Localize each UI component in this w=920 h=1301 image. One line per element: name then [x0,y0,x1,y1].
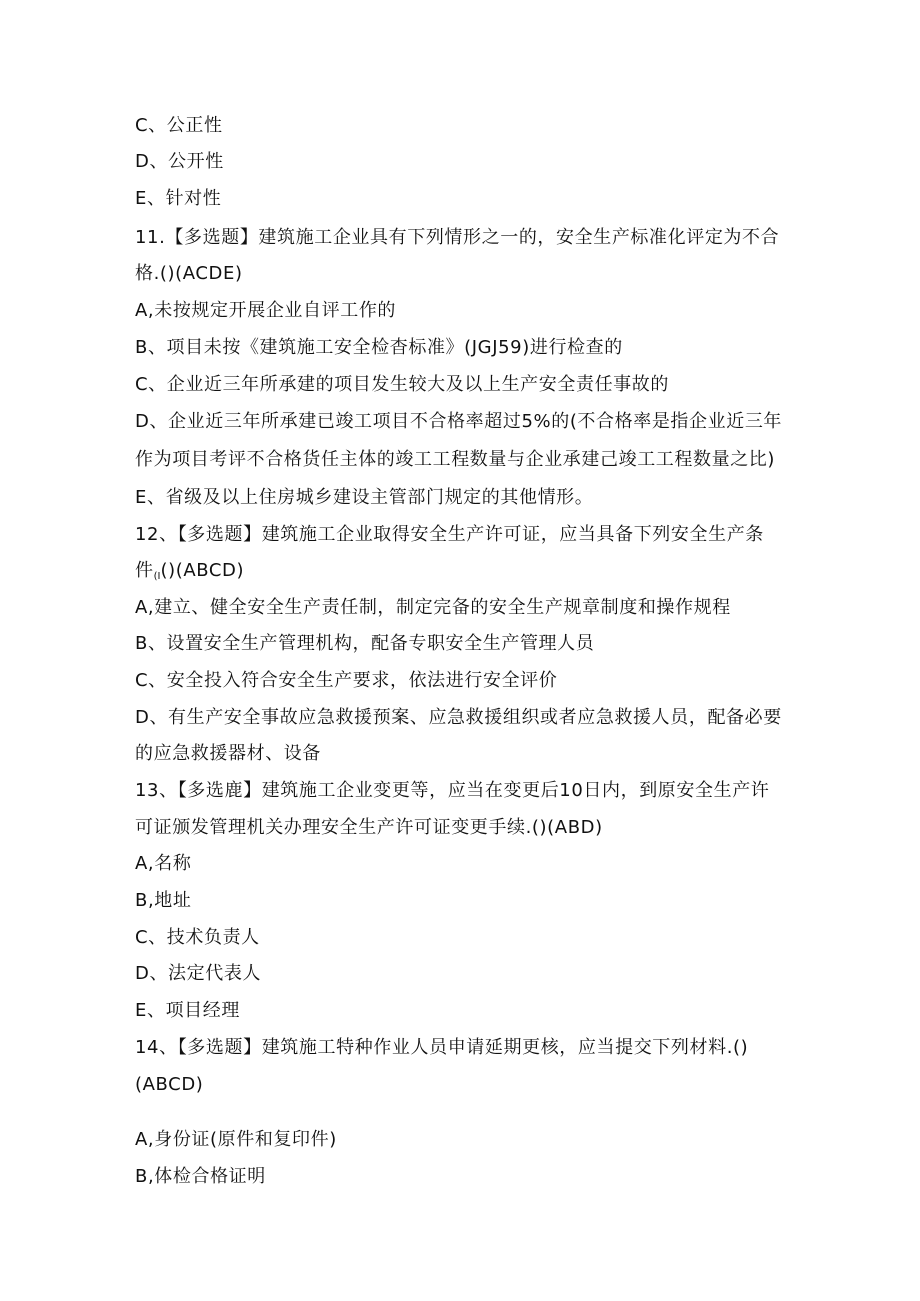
question-13-stem-continued: 可证颁发管理机关办理安全生产许可证变更手续.()(ABD) [135,817,603,838]
q13-option-c: C、技术负责人 [135,927,260,948]
question-13-stem: 13、【多选鹿】建筑施工企业变更等，应当在变更后10日内，到原安全生产许 [135,780,770,801]
q12-option-b: B、设置安全生产管理机构，配备专职安全生产管理人员 [135,633,595,654]
q12-option-d: D、有生产安全事故应急救援预案、应急救援组织或者应急救援人员，配备必要 [135,707,782,728]
option-d-openness: D、公开性 [135,151,224,172]
q11-option-b: B、项目未按《建筑施工安全检杳标准》(JGJ59)进行检查的 [135,337,623,358]
question-11-stem: 11.【多选题】建筑施工企业具有下列情形之一的，安全生产标准化评定为不合 [135,227,780,248]
q13-option-b: B,地址 [135,890,192,911]
q11-option-c: C、企业近三年所承建的项目发生较大及以上生产安全责任事故的 [135,374,669,395]
question-12-mark: (I [153,571,161,582]
q13-option-a: A,名称 [135,853,192,874]
option-c-fairness: C、公正性 [135,115,223,136]
q12-option-d-continued: 的应急救援器材、设备 [135,743,321,764]
q14-option-b: B,体检合格证明 [135,1166,266,1187]
q11-option-d-continued: 作为项目考评不合格货任主体的竣工工程数量与企业承建己竣工工程数量之比) [135,449,776,470]
q13-option-d: D、法定代表人 [135,963,262,984]
q11-option-d: D、企业近三年所承建已竣工项目不合格率超过5%的(不合格率是指企业近三年 [135,411,783,432]
q11-option-a: A,未按规定开展企业自评工作的 [135,300,397,321]
question-14-answer: (ABCD) [135,1074,204,1095]
question-12-stem-end: 件 [135,560,154,581]
question-12-stem: 12、【多选题】建筑施工企业取得安全生产许可证，应当具备下列安全生产条 [135,524,764,545]
question-12-answer-text: ()(ABCD) [160,560,245,581]
q12-option-a: A,建立、健全安全生产责任制，制定完备的安全生产规章制度和操作规程 [135,597,731,618]
q11-option-e: E、省级及以上住房城乡建设主管部门规定的其他情形。 [135,487,594,508]
q14-option-a: A,身份证(原件和复印件) [135,1129,337,1150]
question-14-stem: 14、【多选题】建筑施工特种作业人员申请延期更核，应当提交下列材料.() [135,1037,749,1058]
q12-option-c: C、安全投入符合安全生产要求，依法进行安全评价 [135,670,558,691]
q13-option-e: E、项目经理 [135,1000,240,1021]
question-11-answer: 格.()(ACDE) [135,263,243,284]
question-12-answer [135,559,244,589]
option-e-pertinence: E、针对性 [135,188,222,209]
